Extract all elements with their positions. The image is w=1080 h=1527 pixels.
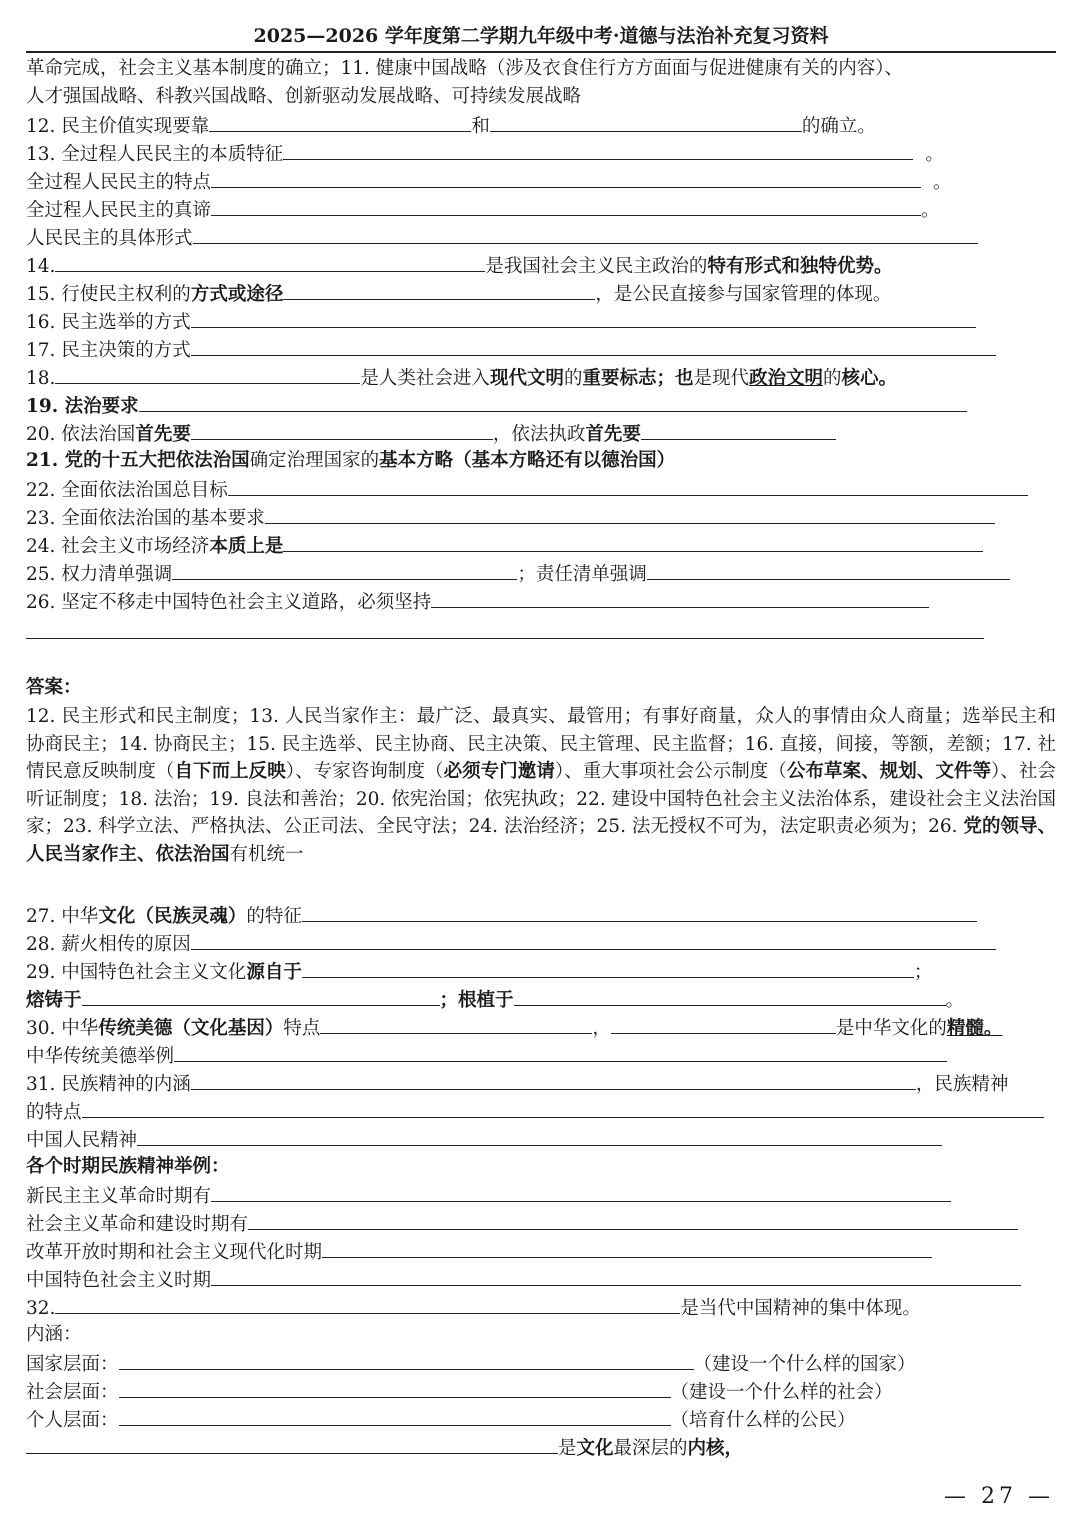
t: 是中华文化的 — [835, 1018, 947, 1039]
t: 公布草案、规划、文件等 — [786, 761, 992, 782]
t: 最深层的 — [613, 1438, 688, 1459]
t: 22. 全面依法治国总目标 — [26, 480, 228, 501]
t: 中华传统美德举例 — [26, 1046, 175, 1067]
t: 内核， — [687, 1438, 744, 1459]
question-13 — [26, 139, 944, 166]
question-32b — [26, 1321, 82, 1348]
t: 25. 权力清单强调 — [26, 564, 173, 585]
question-32 — [26, 1293, 921, 1320]
question-13d — [26, 223, 978, 250]
blank[interactable] — [283, 531, 983, 552]
question-31b — [26, 1097, 1044, 1124]
t: 基本方略（基本方略还有以德治国） — [379, 450, 676, 471]
t: ， — [592, 1018, 611, 1039]
period-4 — [26, 1265, 1021, 1292]
t: 的 — [823, 368, 842, 389]
t: 的特征 — [246, 906, 302, 927]
blank[interactable] — [139, 391, 967, 412]
t: ，依法执政 — [492, 424, 586, 445]
blank[interactable] — [228, 475, 1028, 496]
blank[interactable] — [248, 1209, 1018, 1230]
q15-end: ，是公民直接参与国家管理的体现。 — [595, 284, 892, 305]
t: 特点 — [283, 1018, 321, 1039]
question-30 — [26, 1013, 1002, 1040]
question-22 — [26, 475, 1028, 502]
q14-bold: 特有形式和独特优势。 — [707, 256, 893, 277]
q18-label: 18. — [26, 368, 56, 389]
blank[interactable] — [283, 139, 913, 160]
q13b-label: 全过程人民民主的特点 — [26, 172, 212, 193]
t: 首先要 — [135, 424, 191, 445]
blank[interactable] — [172, 559, 517, 580]
period: 。 — [933, 172, 952, 193]
t: 20. 依法治国 — [26, 424, 136, 445]
header-rule — [26, 51, 1056, 53]
question-30b — [26, 1041, 947, 1068]
blank[interactable] — [82, 985, 440, 1006]
t: 是现代 — [693, 368, 749, 389]
question-26 — [26, 587, 929, 614]
blank[interactable] — [26, 1433, 558, 1454]
q14-label: 14. — [26, 256, 56, 277]
blank[interactable] — [302, 901, 977, 922]
question-13c — [26, 195, 940, 222]
blank[interactable] — [322, 1237, 932, 1258]
question-24 — [26, 531, 983, 558]
t: 28. 薪火相传的原因 — [26, 934, 191, 955]
t: 的 — [563, 368, 583, 389]
t: 精髓。 — [946, 1018, 1003, 1039]
question-21 — [26, 447, 675, 474]
q16-label: 16. 民主选举的方式 — [26, 312, 191, 333]
t: 内涵： — [26, 1324, 82, 1345]
text: 人才强国战略、科教兴国战略、创新驱动发展战略、可持续发展战略 — [26, 86, 582, 107]
t: 个人层面： — [26, 1410, 119, 1431]
t: 32. — [26, 1298, 56, 1319]
t: 文化（民族灵魂） — [98, 906, 247, 927]
blank[interactable] — [119, 1349, 694, 1370]
q12-label: 12. 民主价值实现要靠 — [26, 116, 210, 137]
t: 自下而上反映 — [174, 761, 286, 782]
t: 23. 全面依法治国的基本要求 — [26, 508, 265, 529]
question-18 — [26, 363, 897, 390]
q19-label: 19. 法治要求 — [26, 396, 139, 417]
t: 各个时期民族精神举例： — [26, 1156, 230, 1177]
blank[interactable] — [320, 1013, 592, 1034]
t: 中国人民精神 — [26, 1130, 138, 1151]
level-social — [26, 1377, 893, 1404]
blank[interactable] — [82, 1097, 1044, 1118]
t: 27. 中华 — [26, 906, 99, 927]
blank[interactable] — [191, 1069, 916, 1090]
blank[interactable] — [302, 957, 914, 978]
blank[interactable] — [191, 929, 996, 950]
question-25 — [26, 559, 1010, 586]
t: （建设一个什么样的国家） — [693, 1354, 916, 1375]
blank[interactable] — [647, 559, 1010, 580]
answers-paragraph — [26, 703, 1056, 899]
blank[interactable] — [119, 1377, 671, 1398]
t: 的特点 — [26, 1102, 82, 1123]
blank[interactable] — [55, 363, 360, 384]
t: 首先要 — [585, 424, 641, 445]
t: 26. 坚定不移走中国特色社会主义道路，必须坚持 — [26, 592, 432, 613]
period-3 — [26, 1237, 932, 1264]
q13-label: 13. 全过程人民民主的本质特征 — [26, 144, 284, 165]
question-19 — [26, 391, 967, 418]
q13d-label: 人民民主的具体形式 — [26, 228, 193, 249]
t: 29. 中国特色社会主义文化 — [26, 962, 247, 983]
t: （培育什么样的公民） — [670, 1410, 856, 1431]
t: ；责任清单强调 — [517, 564, 647, 585]
question-29b — [26, 985, 964, 1012]
t: ，民族精神 — [915, 1074, 1009, 1095]
blank[interactable] — [283, 279, 595, 300]
question-31c — [26, 1125, 942, 1152]
blank[interactable] — [211, 1181, 951, 1202]
blank[interactable] — [641, 419, 836, 440]
level-individual — [26, 1405, 856, 1432]
question-23 — [26, 503, 995, 530]
t: 有机统一 — [229, 843, 304, 865]
t: 传统美德（文化基因） — [98, 1018, 284, 1039]
t: 政治文明 — [749, 368, 824, 389]
period: 。 — [921, 200, 940, 221]
q12-and: 和 — [471, 116, 490, 137]
blank[interactable] — [265, 503, 995, 524]
t: 30. 中华 — [26, 1018, 99, 1039]
t: 12. 民主形式和民主制度；13. 人民当家作主：最广泛、最真实、最管用；有事好商量，众人的事情由众人商量；选举民主和协商民主；14. 协商民主；15. 民主选举、民主协商、民主决策、民主管理、民主监督；16. 直接，间接，等额，差额；17. 社情民意反映制度（ — [26, 706, 1056, 782]
t: 社会主义革命和建设时期有 — [26, 1214, 249, 1235]
question-14 — [26, 251, 892, 278]
blank[interactable] — [191, 335, 996, 356]
t: （建设一个什么样的社会） — [670, 1382, 893, 1403]
t: 党的领导、人民当家作主、依法治国 — [26, 816, 1056, 865]
t: 核心。 — [841, 368, 898, 389]
t: 是当代中国精神的集中体现。 — [680, 1298, 921, 1319]
q14-text: 是我国社会主义民主政治的 — [485, 256, 708, 277]
t: ；根植于 — [439, 990, 514, 1011]
question-17 — [26, 335, 996, 362]
blank[interactable] — [431, 587, 929, 608]
q15-label: 15. 行使民主权利的 — [26, 284, 191, 305]
t: 是 — [558, 1438, 577, 1459]
question-16 — [26, 307, 976, 334]
q13c-label: 全过程人民民主的真谛 — [26, 200, 212, 221]
blank[interactable] — [611, 1013, 836, 1034]
t: 。 — [945, 990, 965, 1011]
t: 现代文明 — [489, 368, 564, 389]
t: 国家层面： — [26, 1354, 119, 1375]
t: 中国特色社会主义时期 — [26, 1270, 212, 1291]
text-line — [26, 83, 581, 110]
t: 社会层面： — [26, 1382, 119, 1403]
t: 新民主主义革命时期有 — [26, 1186, 212, 1207]
t: 31. 民族精神的内涵 — [26, 1074, 191, 1095]
question-29 — [26, 957, 932, 984]
question-31d — [26, 1153, 230, 1180]
question-20 — [26, 419, 836, 446]
text: 革命完成，社会主义基本制度的确立；11. 健康中国战略（涉及衣食住行方方面面与促进健康有关的内容）、 — [26, 58, 904, 79]
blank[interactable] — [191, 419, 493, 440]
period-2 — [26, 1209, 1018, 1236]
period: 。 — [925, 144, 944, 165]
t: 24. 社会主义市场经济 — [26, 536, 210, 557]
blank[interactable] — [55, 1293, 680, 1314]
blank[interactable] — [490, 111, 802, 132]
q12-end: 的确立。 — [801, 116, 876, 137]
t: 答案： — [26, 677, 82, 698]
question-27 — [26, 901, 977, 928]
blank[interactable] — [211, 1265, 1021, 1286]
t: ）、重大事项社会公示制度（ — [554, 761, 787, 782]
question-28 — [26, 929, 996, 956]
blank[interactable] — [55, 251, 485, 272]
question-13b — [26, 167, 952, 194]
text-line — [26, 55, 903, 82]
blank[interactable] — [211, 195, 921, 216]
question-12 — [26, 111, 876, 138]
t: 改革开放时期和社会主义现代化时期 — [26, 1242, 323, 1263]
question-31 — [26, 1069, 1008, 1096]
q17-label: 17. 民主决策的方式 — [26, 340, 191, 361]
blank-line[interactable] — [26, 638, 984, 639]
blank[interactable] — [193, 223, 978, 244]
t: ）、专家咨询制度（ — [285, 761, 444, 782]
page-number: — 27 — — [944, 1484, 1054, 1509]
q15-bold: 方式或途径 — [190, 284, 284, 305]
t: ）、社会听证制度；18. 法治；19. 良法和善治；20. 依宪治国；依宪执政；22. 建设中国特色社会主义法治体系，建设社会主义法治国家；23. 科学立法、严格执法、公正司法、全民守法；24. 法治经济；25. 法无授权不可为，法定职责必须为；26. — [26, 761, 1056, 837]
blank[interactable] — [211, 167, 921, 188]
t: 确定治理国家的 — [249, 450, 380, 471]
blank[interactable] — [137, 1125, 942, 1146]
level-national — [26, 1349, 916, 1376]
period-1 — [26, 1181, 951, 1208]
t: 文化 — [576, 1438, 614, 1459]
blank[interactable] — [209, 111, 471, 132]
t: 源自于 — [246, 962, 302, 983]
t: 本质上是 — [209, 536, 284, 557]
question-15 — [26, 279, 891, 306]
page-header: 2025—2026 学年度第二学期九年级中考·道德与法治补充复习资料 — [253, 25, 829, 47]
blank[interactable] — [174, 1041, 947, 1062]
t: 21. 党的十五大把依法治国 — [26, 450, 250, 471]
t: 是人类社会进入 — [360, 368, 490, 389]
t: 重要标志；也 — [582, 368, 694, 389]
t: 熔铸于 — [26, 990, 82, 1011]
answers-title — [26, 674, 82, 701]
blank[interactable] — [119, 1405, 671, 1426]
t: 必须专门邀请 — [443, 761, 555, 782]
blank[interactable] — [514, 985, 946, 1006]
blank[interactable] — [191, 307, 976, 328]
question-33 — [26, 1433, 743, 1460]
t: ； — [913, 962, 933, 983]
